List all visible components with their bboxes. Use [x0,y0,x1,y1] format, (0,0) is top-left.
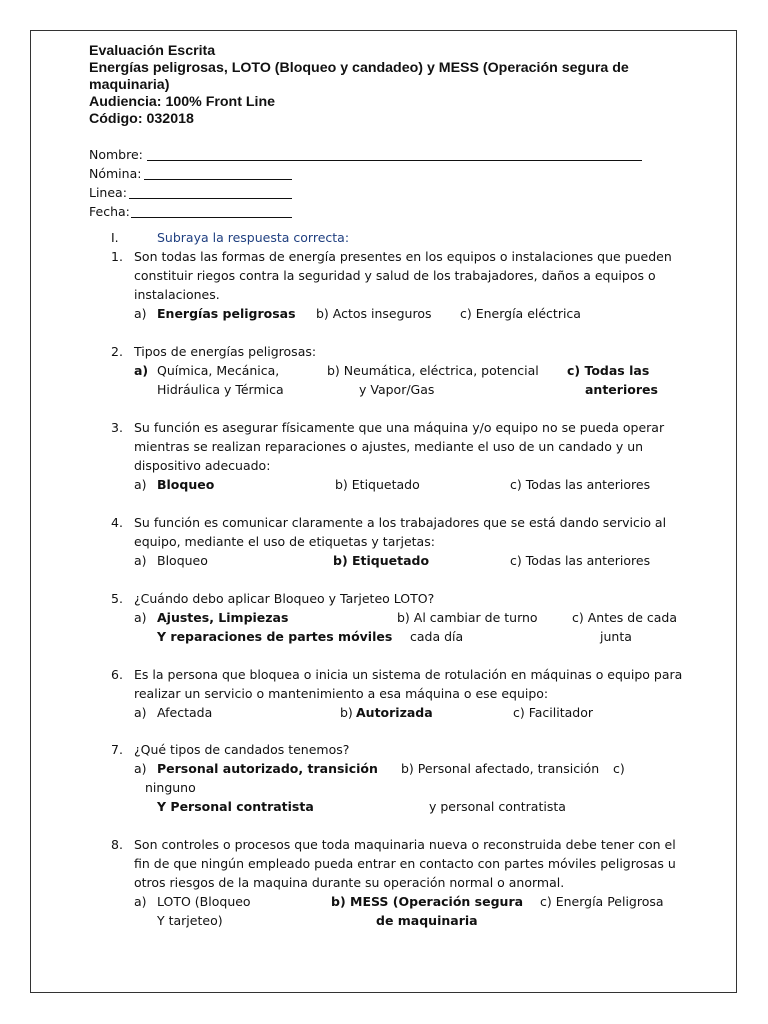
q1-text: constituir riegos contra la seguridad y salud de los trabajadores, daños a equipos o [134,268,656,283]
header-title: Evaluación Escrita [89,43,216,59]
q2-text: Tipos de energías peligrosas: [134,344,317,359]
q7-option-c-cont[interactable]: ninguno [145,780,196,795]
q3-option-a[interactable]: Bloqueo [157,477,215,492]
q2-option-b[interactable]: b) Neumática, eléctrica, potencial [327,363,539,378]
q7-option-b[interactable]: b) Personal afectado, transición [401,761,600,776]
q3-text: Su función es asegurar físicamente que una máquina y/o equipo no se pueda operar [134,420,665,435]
q6-option-b[interactable]: Autorizada [356,705,433,720]
q6-option-c[interactable]: c) Facilitador [513,705,593,720]
q4-text: Su función es comunicar claramente a los trabajadores que se está dando servicio al [134,515,667,530]
q1-text: instalaciones. [134,287,220,302]
section-instruction: Subraya la respuesta correcta: [157,230,350,245]
q7-number: 7. [111,742,123,757]
nomina-field[interactable] [144,179,292,180]
fecha-label: Fecha: [89,204,130,219]
q6-text: realizar un servicio o mantenimiento a esa máquina o ese equipo: [134,686,549,701]
q5-option-a-cont[interactable]: Y reparaciones de partes móviles [157,629,393,644]
q8-text: Son controles o procesos que toda maquinaria nueva o reconstruida debe tener con el [134,837,676,852]
q3-option-a-prefix: a) [134,477,147,492]
q4-option-a[interactable]: Bloqueo [157,553,208,568]
q7-option-a[interactable]: Personal autorizado, transición [157,761,378,776]
header-code: Código: 032018 [89,111,194,127]
q6-text: Es la persona que bloquea o inicia un sistema de rotulación en máquinas o equipo para [134,667,683,682]
q8-option-b[interactable]: b) MESS (Operación segura [331,894,524,909]
q6-number: 6. [111,667,123,682]
header-audience: Audiencia: 100% Front Line [89,94,276,110]
q2-option-c[interactable]: c) Todas las [567,363,650,378]
q5-option-a[interactable]: Ajustes, Limpiezas [157,610,289,625]
q8-option-a-cont[interactable]: Y tarjeteo) [157,913,223,928]
q1-text: Son todas las formas de energía presentes en los equipos o instalaciones que pueden [134,249,672,264]
q2-option-b-cont[interactable]: y Vapor/Gas [359,382,435,397]
q3-option-c[interactable]: c) Todas las anteriores [510,477,651,492]
q7-option-c[interactable]: c) [613,761,625,776]
nomina-label: Nómina: [89,166,142,181]
q4-number: 4. [111,515,123,530]
q7-text: ¿Qué tipos de candados tenemos? [134,742,350,757]
header-subject-cont: maquinaria) [89,77,170,93]
q1-option-b[interactable]: b) Actos inseguros [316,306,432,321]
q3-option-b[interactable]: b) Etiquetado [335,477,420,492]
q5-option-b-cont[interactable]: cada día [410,629,464,644]
q4-text: equipo, mediante el uso de etiquetas y tarjetas: [134,534,435,549]
q6-option-a-prefix: a) [134,705,147,720]
q5-text: ¿Cuándo debo aplicar Bloqueo y Tarjeteo LOTO? [134,591,435,606]
q6-option-b-prefix: b) [340,705,353,720]
fecha-field[interactable] [131,217,292,218]
q5-number: 5. [111,591,123,606]
q5-option-c[interactable]: c) Antes de cada [572,610,677,625]
nombre-label: Nombre: [89,147,143,162]
q1-number: 1. [111,249,123,264]
q1-option-a-prefix: a) [134,306,147,321]
q2-option-a[interactable]: Química, Mecánica, [157,363,280,378]
q4-option-c[interactable]: c) Todas las anteriores [510,553,651,568]
q7-option-b-cont[interactable]: y personal contratista [429,799,566,814]
q5-option-c-cont[interactable]: junta [600,629,632,644]
q2-number: 2. [111,344,123,359]
q4-option-b[interactable]: b) Etiquetado [333,553,430,568]
q3-number: 3. [111,420,123,435]
q7-option-a-cont[interactable]: Y Personal contratista [157,799,314,814]
linea-field[interactable] [129,198,292,199]
q3-text: dispositivo adecuado: [134,458,271,473]
q5-option-b[interactable]: b) Al cambiar de turno [397,610,538,625]
section-number: I. [111,230,119,245]
header-subject: Energías peligrosas, LOTO (Bloqueo y candadeo) y MESS (Operación segura de [89,60,629,76]
q2-option-c-cont[interactable]: anteriores [585,382,658,397]
linea-label: Linea: [89,185,127,200]
q2-option-a-cont[interactable]: Hidráulica y Térmica [157,382,284,397]
q3-text: mientras se realizan reparaciones o ajustes, mediante el uso de un candado y un [134,439,644,454]
q8-text: fin de que ningún empleado pueda entrar en contacto con partes móviles peligrosas u [134,856,676,871]
nombre-field[interactable] [147,160,642,161]
q8-option-a-prefix: a) [134,894,147,909]
q8-text: otros riesgos de la maquina durante su operación normal o anormal. [134,875,565,890]
q5-option-a-prefix: a) [134,610,147,625]
q8-number: 8. [111,837,123,852]
q8-option-b-cont[interactable]: de maquinaria [376,913,478,928]
q4-option-a-prefix: a) [134,553,147,568]
q6-option-a[interactable]: Afectada [157,705,213,720]
q7-option-a-prefix: a) [134,761,147,776]
q2-option-a-prefix: a) [134,363,149,378]
q1-option-a[interactable]: Energías peligrosas [157,306,296,321]
q1-option-c[interactable]: c) Energía eléctrica [460,306,581,321]
document-header [89,43,649,128]
q8-option-a[interactable]: LOTO (Bloqueo [157,894,251,909]
q8-option-c[interactable]: c) Energía Peligrosa [540,894,664,909]
